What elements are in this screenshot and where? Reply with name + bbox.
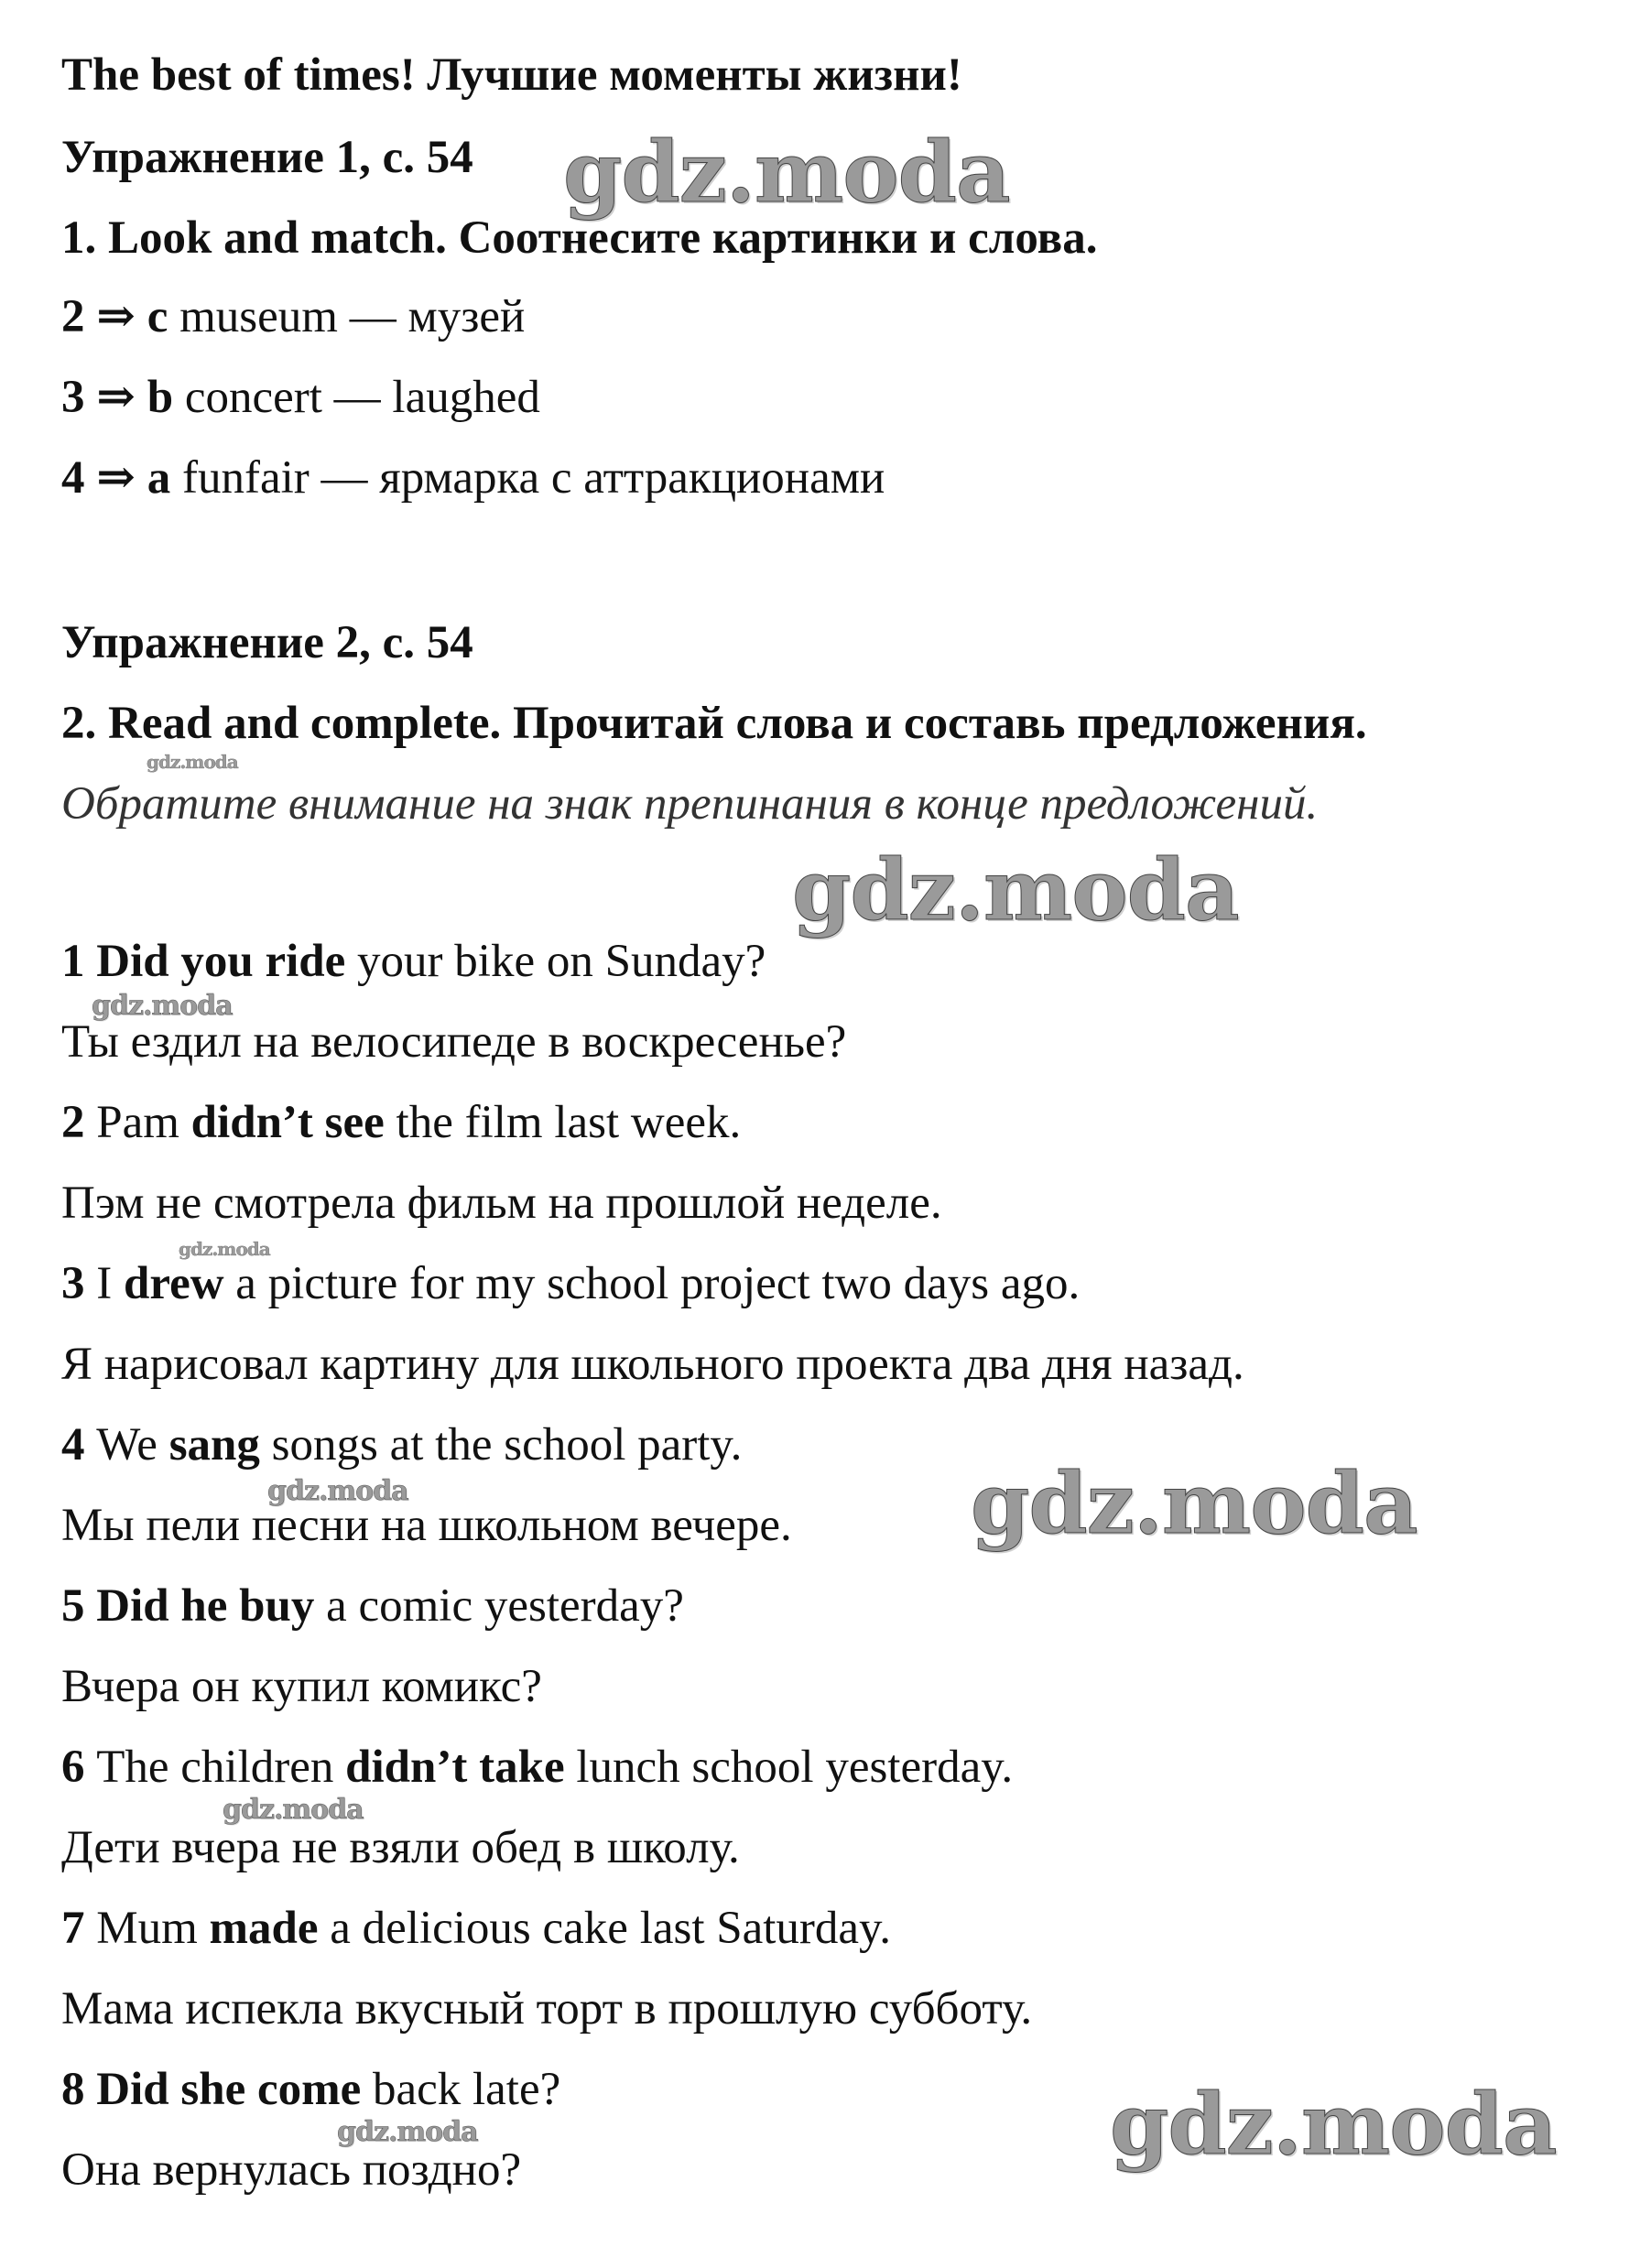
sentence-7 [61,1901,891,1956]
exercise-2-heading: Упражнение 2, с. 54 [61,617,473,668]
sentence-1 [61,934,766,989]
answer-text: concert — laughed [173,372,540,423]
watermark-logo: gdz.moda [179,1238,270,1260]
translation-8: Она вернулась поздно? [61,2144,522,2196]
translation-2: Пэм не смотрела фильм на прошлой неделе. [61,1177,942,1229]
exercise-1-answer-3 [61,450,885,505]
translation-1: Ты ездил на велосипеде в воскресенье? [61,1016,847,1068]
exercise-1-answer-2 [61,370,540,425]
page-title: The best of times! Лучшие моменты жизни! [61,49,962,101]
sentence-text: a delicious cake last Saturday. [318,1903,891,1954]
sentence-text: songs at the school party. [259,1419,743,1470]
exercise-1-answer-1 [61,289,525,344]
translation-3: Я нарисовал картину для школьного проекта два дня назад. [61,1339,1244,1390]
answer-verb: didn’t see [190,1097,385,1148]
answer-verb: didn’t take [345,1742,565,1793]
sentence-3 [61,1256,1080,1311]
exercise-2-note: Обратите внимание на знак препинания в конце предложений. [61,778,1319,830]
sentence-5 [61,1579,684,1633]
item-number: 1 [61,936,97,987]
answer-key: 4 ⇒ a [61,452,171,504]
sentence-text: I [96,1258,124,1309]
item-number: 3 [61,1258,97,1309]
sentence-text: We [96,1419,169,1470]
sentence-text: the film last week. [384,1097,742,1148]
watermark-logo: gdz.moda [337,2116,478,2148]
answer-verb: Did you ride [96,936,346,987]
item-number: 2 [61,1097,97,1148]
sentence-text: Pam [96,1097,191,1148]
translation-7: Мама испекла вкусный торт в прошлую субботу. [61,1983,1033,2035]
watermark-logo: gdz.moda [92,990,233,1022]
item-number: 6 [61,1742,97,1793]
sentence-2 [61,1095,741,1150]
sentence-4 [61,1417,742,1472]
exercise-2-task: 2. Read and complete. Прочитай слова и составь предложения. [61,698,1367,749]
sentence-text: The children [96,1742,346,1793]
answer-text: funfair — ярмарка с аттракционами [170,452,885,504]
translation-4: Мы пели песни на школьном вечере. [61,1500,792,1551]
watermark-logo: gdz.moda [1110,2075,1557,2174]
watermark-logo: gdz.moda [792,841,1239,939]
answer-verb: sang [168,1419,260,1470]
item-number: 7 [61,1903,97,1954]
watermark-logo: gdz.moda [147,751,238,773]
translation-6: Дети вчера не взяли обед в школу. [61,1822,740,1873]
sentence-text: a comic yesterday? [314,1580,684,1632]
item-number: 4 [61,1419,97,1470]
item-number: 8 [61,2064,97,2115]
watermark-logo: gdz.moda [563,123,1010,222]
sentence-text: back late? [361,2064,561,2115]
item-number: 5 [61,1580,97,1632]
answer-verb: Did she come [96,2064,362,2115]
translation-5: Вчера он купил комикс? [61,1661,542,1712]
sentence-8 [61,2062,560,2117]
answer-verb: made [209,1903,319,1954]
answer-text: museum — музей [168,291,526,342]
answer-verb: Did he buy [96,1580,315,1632]
watermark-logo: gdz.moda [267,1475,408,1507]
exercise-1-task: 1. Look and match. Соотнесите картинки и слова. [61,212,1098,264]
sentence-text: your bike on Sunday? [345,936,766,987]
answer-key: 3 ⇒ b [61,372,174,423]
answer-key: 2 ⇒ c [61,291,168,342]
exercise-1-heading: Упражнение 1, с. 54 [61,132,473,183]
sentence-text: a picture for my school project two days ago. [223,1258,1081,1309]
sentence-6 [61,1740,1013,1795]
sentence-text: Mum [96,1903,210,1954]
watermark-logo: gdz.moda [971,1454,1417,1553]
answer-verb: drew [123,1258,224,1309]
watermark-logo: gdz.moda [223,1794,364,1826]
sentence-text: lunch school yesterday. [564,1742,1014,1793]
